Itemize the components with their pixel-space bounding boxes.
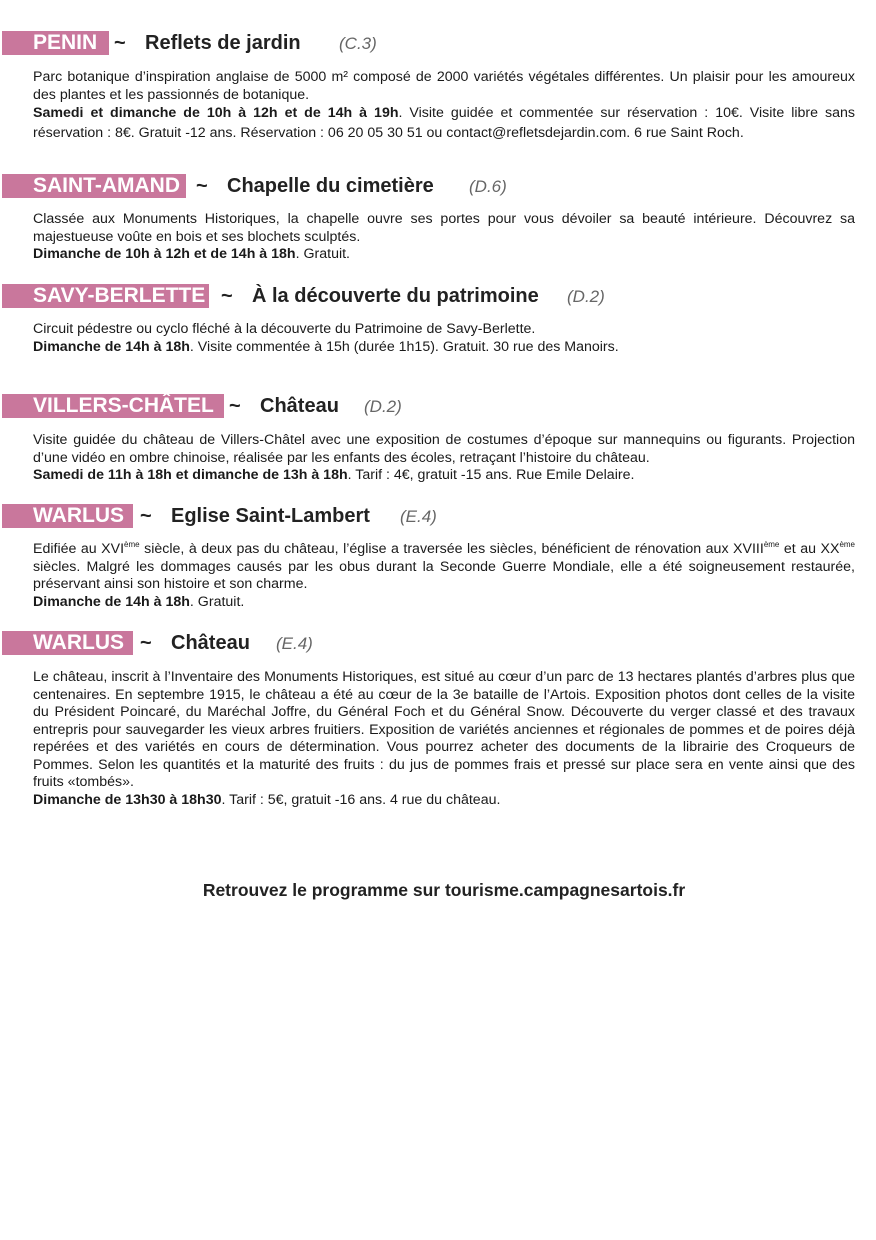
entry-schedule: Samedi de 11h à 18h et dimanche de 13h à 18h [33,467,348,483]
town-label: VILLERS-CHÂTEL [2,394,224,418]
entry-details: . Gratuit. [189,593,245,610]
entry-header [0,394,876,420]
entry-warlus-eglise [0,504,876,610]
entry-description: Parc botanique d’inspiration anglaise de 5000 m² composé de 2000 variétés végétales différentes. Un plaisir pour les amoureux des plantes et les passionnés de botanique. [33,69,855,103]
entry-schedule: Dimanche de 10h à 12h et de 14h à 18h [33,246,296,262]
entry-schedule: Dimanche de 13h30 à 18h30 [33,791,222,808]
site-title: Reflets de jardin [145,32,301,54]
entry-practical-info [33,594,855,612]
entry-practical-info [33,104,855,143]
town-label: SAINT-AMAND [2,174,186,198]
footer-website-note: Retrouvez le programme sur tourisme.campagnesartois.fr [202,880,686,900]
entry-details: . Tarif : 4€, gratuit -15 ans. Rue Emile Delaire. [347,467,635,483]
entry-practical-info [33,467,855,485]
entry-schedule: Dimanche de 14h à 18h [33,593,190,610]
entry-description: Classée aux Monuments Historiques, la chapelle ouvre ses portes pour vous dévoiler sa beauté intérieure. Découvrez sa majestueuse voûte en bois et ses blochets sculptés. [33,211,855,245]
separator-tilde: ~ [140,632,152,654]
entry-body [33,69,855,143]
entry-description: Circuit pédestre ou cyclo fléché à la découverte du Patrimoine de Savy-Berlette. [33,321,536,337]
map-reference: (D.6) [469,177,507,196]
map-reference: (C.3) [339,34,377,53]
entry-details: . Visite guidée et commentée sur réservation : 10€. Visite libre sans réservation : 8€. Gratuit -12 ans. Réservation : 06 20 05 30 51 ou contact@refletsdejardin.com. 6 rue Saint Roch. [33,105,855,141]
entry-details: . Gratuit. [295,246,350,262]
entry-saint-amand [0,174,876,262]
entry-body [33,211,855,264]
map-reference: (D.2) [567,287,605,306]
entry-villers-chatel [0,394,876,483]
separator-tilde: ~ [221,285,233,307]
entry-header [0,174,876,200]
entry-details: . Tarif : 5€, gratuit -16 ans. 4 rue du château. [221,791,501,808]
town-label: SAVY-BERLETTE [2,284,209,308]
site-title: Eglise Saint-Lambert [171,505,370,527]
separator-tilde: ~ [196,175,208,197]
entry-body [33,669,855,809]
entry-description: Le château, inscrit à l’Inventaire des Monuments Historiques, est situé au cœur d’un parc de 13 hectares plantés d’arbres plus que centenaires. En septembre 1915, le château a été au cœur de la 3e bataille de l’Artois. Exposition photos dont celles de la visite du Président Poincaré, du Maréchal Joffre, du Général Foch et du Général Snow. Découverte du verger classé et des travaux entrepris pour sauvegarder les vieux arbres fruitiers. Exposition de variétés anciennes et régionales de pommes et de poires déjà repérées et des variétés en cours de détermination. Vous pourrez acheter des documents de la librairie des Croqueurs de Pommes. Selon les quantités et la maturité des fruits : du jus de pommes frais et pressé sur place sera en vente ainsi que des fruits «tombés». [33,669,855,790]
separator-tilde: ~ [114,32,126,54]
town-label: WARLUS [2,504,133,528]
map-reference: (E.4) [400,507,437,526]
site-title: Château [171,632,250,654]
entry-penin [0,31,876,141]
town-label: PENIN [2,31,109,55]
entry-header [0,631,876,657]
entry-header [0,284,876,310]
separator-tilde: ~ [140,505,152,527]
map-reference: (D.2) [364,397,402,416]
entry-practical-info [33,246,855,264]
entry-header [0,504,876,530]
entry-description: Visite guidée du château de Villers-Châtel avec une exposition de costumes d’époque sur mannequins ou figurants. Projection d’une vidéo en ombre chinoise, réalisée par les enfants des écoles, retraçant l’histoire du château. [33,432,855,466]
entry-details: . Visite commentée à 15h (durée 1h15). Gratuit. 30 rue des Manoirs. [189,338,619,355]
entry-schedule: Samedi et dimanche de 10h à 12h et de 14h à 19h [33,105,399,121]
site-title: Château [260,395,339,417]
site-title: Chapelle du cimetière [227,175,434,197]
town-label: WARLUS [2,631,133,655]
entry-schedule: Dimanche de 14h à 18h [33,338,190,355]
entry-body [33,321,855,356]
entry-description: Edifiée au XVIème siècle, à deux pas du château, l’église a traversée les siècles, bénéficient de rénovation aux XVIIIème et au XXème siècles. Malgré les dommages causés par les obus durant la Seconde Guerre Mondiale, elle a été soigneusement restaurée, préservant ainsi son histoire et son charme. [33,540,855,592]
map-reference: (E.4) [276,634,313,653]
entry-body [33,541,855,611]
entry-header [0,31,876,57]
entry-body [33,432,855,485]
entry-savy-berlette [0,284,876,355]
site-title: À la découverte du patrimoine [252,285,539,307]
entry-practical-info [33,339,855,357]
entry-practical-info [33,792,855,810]
separator-tilde: ~ [229,395,241,417]
entry-warlus-chateau [0,631,876,808]
